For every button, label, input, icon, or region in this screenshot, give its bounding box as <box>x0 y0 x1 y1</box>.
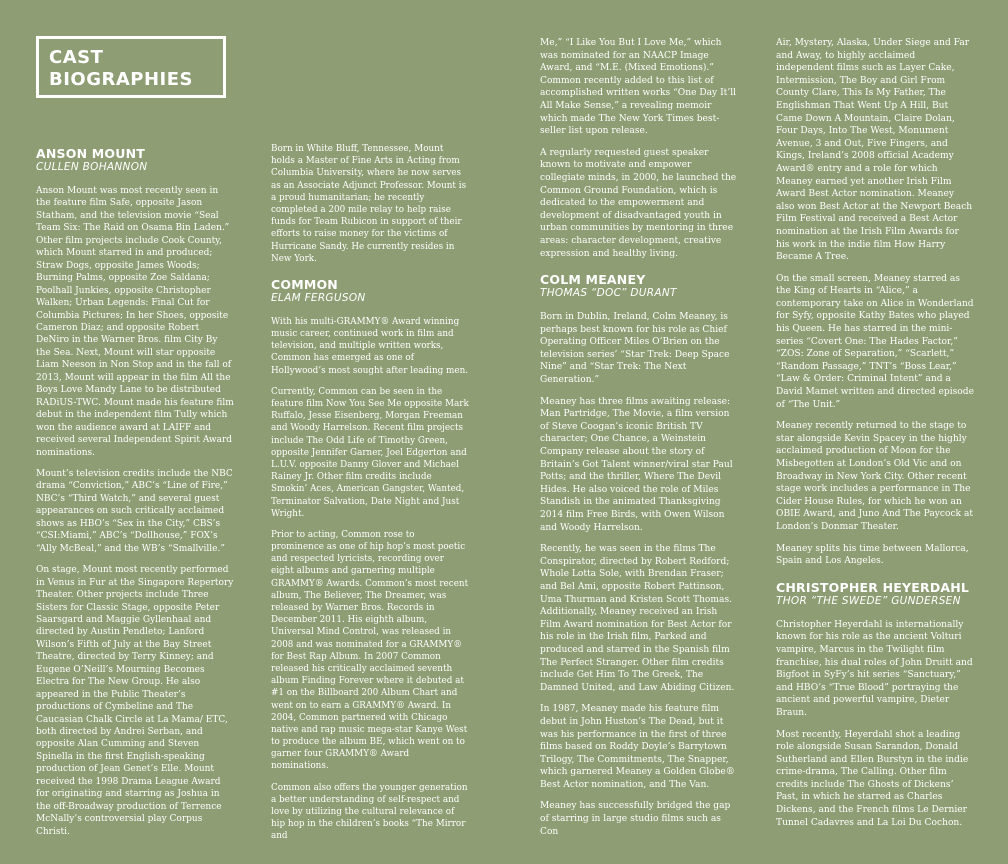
bio-role-cullen-bohannon: CULLEN BOHANNON <box>36 161 148 173</box>
bio-paragraph: Most recently, Heyerdahl shot a leading role alongside Susan Sarandon, Donald Sutherland and Ellen Burstyn in the indie crime-drama, The Calling. Other film credits include The Ghosts of Dickens’ Past, in which he starred as Charles Dickens, and the French films Le Dernier Tunnel Cadavres and La Loi Du Cochon. <box>776 729 969 828</box>
bio-paragraph: Christopher Heyerdahl is internationally known for his role as the ancient Volturi vampire, Marcus in the Twilight film franchise, his dual roles of John Druitt and Bigfoot in SyFy’s hit series “Sanctuary,” and HBO’s “True Blood” portraying the ancient and powerful vampire, Dieter Braun. <box>776 619 973 718</box>
title-line-1: CAST <box>49 47 104 68</box>
bio-paragraph: Meaney recently returned to the stage to star alongside Kevin Spacey in the highly acclaimed production of Moon for the Misbegotten at London’s Old Vic and on Broadway in New York City. Other recent stage work includes a performance in The Cider House Rules, for which he won an OBIE Award, and Juno And The Paycock at London’s Donmar Theater. <box>776 421 974 532</box>
bio-paragraph: Currently, Common can be seen in the feature film Now You See Me opposite Mark Ruffalo, Jesse Eisenberg, Morgan Freeman and Woody Harrelson. Recent film projects include The Odd Life of Timothy Green, opposite Jennifer Garner, Joel Edgerton and L.U.V. opposite Danny Glover and Michael Rainey Jr. Other film credits include Smokin’ Aces, American Gangster, Wanted, Terminator Salvation, Date Night and Just Wright. <box>271 386 469 519</box>
bio-paragraph: On stage, Mount most recently performed in Venus in Fur at the Singapore Repertory Theater. Other projects include Three Sisters for Classic Stage, opposite Peter Saarsgard and Maggie Gyllenhaal and directed by Austin Pendleto; Lanford Wilson’s Fifth of July at the Bay Street Theatre, directed by Terry Kinney; and Eugene O’Neill’s Mourning Becomes Electra for The New Group. He also appeared in the Public Theater’s productions of Cymbeline and The Caucasian Chalk Circle at La Mama/ ETC, both directed by Andrei Serban, and opposite Alan Cumming and Steven Spinella in the first English-speaking production of Jean Genet’s Elle. Mount received the 1998 Drama League Award for originating and starring as Joshua in the off-Broadway production of Terrence McNally’s controversial play Corpus Christi. <box>36 565 234 837</box>
bio-paragraph: Me,” “I Like You But I Love Me,” which was nominated for an NAACP Image Award, and “M.E. (Mixed Emotions).” Common recently added to this list of accomplished written works “One Day It’ll All Make Sense,” a revealing memoir which made The New York Times best-seller list upon release. <box>540 38 737 137</box>
bio-paragraph: Common also offers the younger generation a better understanding of self-respect and love by utilizing the cultural relevance of hip hop in the children’s books “The Mirror and <box>271 782 468 842</box>
bio-paragraph: In 1987, Meaney made his feature film debut in John Huston’s The Dead, but it was his performance in the first of three films based on Roddy Doyle’s Barrytown Trilogy, The Commitments, The Snapper, which garnered Meaney a Golden Globe® Best Actor nomination, and The Van. <box>540 704 735 790</box>
bio-paragraph: With his multi-GRAMMY® Award winning music career, continued work in film and television, and multiple written works, Common has emerged as one of Hollywood’s most sought after leading men. <box>271 316 469 376</box>
bio-paragraph: Air, Mystery, Alaska, Under Siege and Far and Away, to highly acclaimed independent films such as Layer Cake, Intermission, The Boy and Girl From County Clare, This Is My Father, The Englishman That Went Up A Hill, But Came Down A Mountain, Claire Dolan, Four Days, Into The West, Monument Avenue, 3 and Out, Five Fingers, and Kings, Ireland’s 2008 official Academy Award® entry and a role for which Meaney earned yet another Irish Film Award Best Actor nomination. Meaney also won Best Actor at the Newport Beach Film Festival and received a Best Actor nomination at the Irish Film Awards for his work in the indie film How Harry Became A Tree. <box>776 38 973 263</box>
bio-paragraph: Anson Mount was most recently seen in the feature film Safe, opposite Jason Statham, and the television movie “Seal Team Six: The Raid on Osama Bin Laden.” Other film projects include Cook County, which Mount starred in and produced; Straw Dogs, opposite James Woods; Burning Palms, opposite Zoe Saldana; Poolhall Junkies, opposite Christopher Walken; Urban Legends: Final Cut for Columbia Pictures; In her Shoes, opposite Cameron Diaz; and opposite Robert DeNiro in the Warner Bros. film City By the Sea. Next, Mount will star opposite Liam Neeson in Non Stop and in the fall of 2013, Mount will appear in the film All the Boys Love Mandy Lane to be distributed RADiUS-TWC. Mount made his feature film debut in the independent film Tully which won the audience award at LAIFF and received several Independent Spirit Award nominations. <box>36 186 234 458</box>
page-title <box>36 36 226 98</box>
column-3 <box>540 37 738 847</box>
bio-paragraph: Meaney has successfully bridged the gap of starring in large studio films such as Con <box>540 801 731 837</box>
bio-paragraph: Meaney splits his time between Mallorca, Spain and Los Angeles. <box>776 543 969 567</box>
bio-role-thor-gundersen: THOR “THE SWEDE” GUNDERSEN <box>776 594 961 607</box>
bio-name-christopher-heyerdahl: CHRISTOPHER HEYERDAHL <box>776 579 970 595</box>
title-line-2: BIOGRAPHIES <box>49 69 193 90</box>
bio-name-colm-meaney: COLM MEANEY <box>540 272 646 288</box>
bio-role-thomas-durant: THOMAS “DOC” DURANT <box>540 287 677 300</box>
bio-role-elam-ferguson: ELAM FERGUSON <box>271 291 366 304</box>
bio-paragraph: Prior to acting, Common rose to prominence as one of hip hop’s most poetic and respected lyricists, recording over eight albums and garnering multiple GRAMMY® Awards. Common’s most recent album, The Believer, The Dreamer, was released by Warner Bros. Records in December 2011. His eighth album, Universal Mind Control, was released in 2008 and was nominated for a GRAMMY® for Best Rap Album. In 2007 Common released his critically acclaimed seventh album Finding Forever where it debuted at #1 on the Billboard 200 Album Chart and went on to earn a GRAMMY® Award. In 2004, Common partnered with Chicago native and rap music mega-star Kanye West to produce the album BE, which went on to garner four GRAMMY® Award nominations. <box>271 529 469 772</box>
bio-paragraph: A regularly requested guest speaker known to motivate and empower collegiate minds, in 2000, he launched the Common Ground Foundation, which is dedicated to the empowerment and development of disadvantaged youth in urban communities by mentoring in three areas: character development, creative expression and healthy living. <box>540 147 737 259</box>
bio-paragraph: Born in White Bluff, Tennessee, Mount holds a Master of Fine Arts in Acting from Columbia University, where he now serves as an Associate Adjunct Professor. Mount is a proud humanitarian; he recently completed a 200 mile relay to help raise funds for Team Rubicon in support of their efforts to raise money for the victims of Hurricane Sandy. He currently resides in New York. <box>271 144 467 264</box>
column-2 <box>271 143 469 852</box>
bio-name-anson-mount: ANSON MOUNT <box>36 146 145 161</box>
bio-name-common: COMMON <box>271 276 338 292</box>
bio-paragraph: Born in Dublin, Ireland, Colm Meaney, is perhaps best known for his role as Chief Operating Officer Miles O’Brien on the television series’ “Star Trek: Deep Space Nine” and “Star Trek: The Next Generation.” <box>540 312 730 386</box>
bio-paragraph: Meaney has three films awaiting release: Man Partridge, The Movie, a film version of Steve Coogan’s iconic British TV character; One Chance, a Weinstein Company release about the story of Britain’s Got Talent winner/viral star Paul Potts; and the thriller, Where The Devil Hides. He also voiced the role of Miles Standish in the animated Thanksgiving 2014 film Free Birds, with Owen Wilson and Woody Harrelson. <box>540 396 733 533</box>
bio-paragraph: Recently, he was seen in the films The Conspirator, directed by Robert Redford; Whole Lotta Sole, with Brendan Fraser; and Bel Ami, opposite Robert Pattinson, Uma Thurman and Kristen Scott Thomas. Additionally, Meaney received an Irish Film Award nomination for Best Actor for his role in the Irish film, Parked and produced and starred in the Spanish film The Perfect Stranger. Other film credits include Get Him To The Greek, The Damned United, and Law Abiding Citizen. <box>540 544 735 693</box>
bio-paragraph: Mount’s television credits include the NBC drama “Conviction,” ABC’s “Line of Fire,” NBC’s “Third Watch,” and several guest appearances on such critically acclaimed shows as HBO’s “Sex in the City,” CBS’s “CSI:Miami,” ABC’s “Dollhouse,” FOX’s “Ally McBeal,” and the WB’s “Smallville.” <box>36 468 233 554</box>
column-4 <box>776 37 974 838</box>
bio-paragraph: On the small screen, Meaney starred as the King of Hearts in “Alice,” a contemporary take on Alice in Wonderland for Syfy, opposite Kathy Bates who played his Queen. He has starred in the mini-series “Covert One: The Hades Factor,” “ZOS: Zone of Separation,” “Scarlett,” “Random Passage,” TNT’s “Boss Lear,” “Law & Order: Criminal Intent” and a David Mamet written and directed episode of “The Unit.” <box>776 273 974 410</box>
column-1 <box>36 146 234 847</box>
